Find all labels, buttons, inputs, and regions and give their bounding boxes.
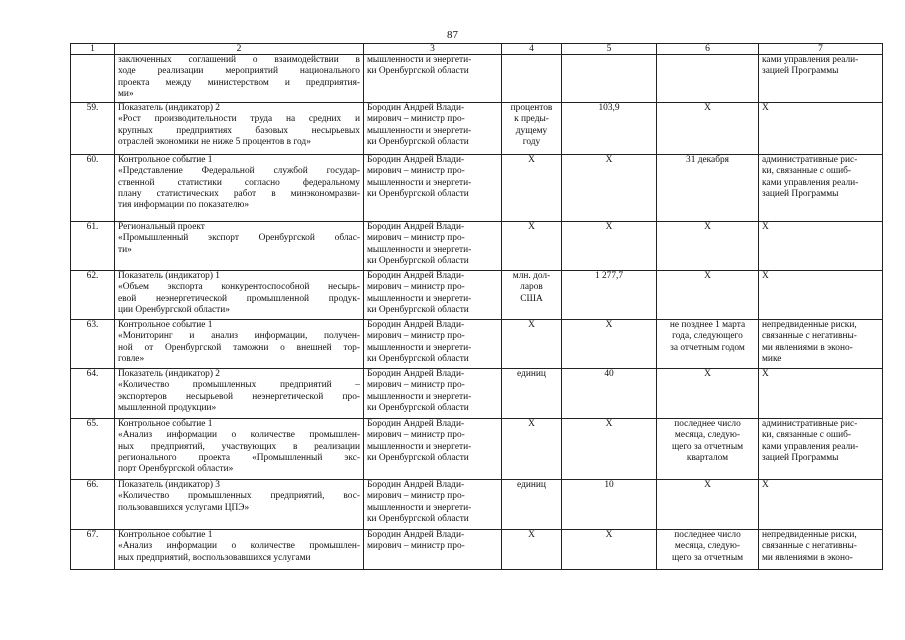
table-row [71,320,883,369]
cell-line: Контрольное событие 1 [118,419,213,429]
cell-line: мышленности и энергети- [367,391,472,402]
cell-line: 31 декабря [686,155,729,165]
cell-line: ки, связанные с ошиб- [762,430,852,441]
table-row [71,530,883,570]
value-cell: Х [562,320,657,369]
cell-line: Х [704,222,711,232]
cell-line: месяца, следую- [674,430,741,441]
cell-line: ками управления реали- [762,55,859,65]
risk-cell [759,419,883,480]
deadline-cell [657,320,759,369]
cell-line: регионального проекта «Промышленный экс- [118,452,360,463]
cell-line: ственной статистики согласно федеральному [118,177,360,188]
row-number-cell: 62. [71,271,115,320]
cell-line: евой неэнергетической промышленной продук- [118,293,360,304]
unit-cell [502,530,562,570]
responsible-cell [364,530,502,570]
indicator-cell [115,222,364,271]
value-cell: 103,9 [562,103,657,155]
page-number: 87 [447,29,458,41]
cell-line: месяца, следую- [674,541,741,552]
cell-line: ками управления реали- [762,441,859,452]
row-number-cell: 60. [71,155,115,222]
table-row [71,103,883,155]
table-row [71,369,883,419]
row-number-cell: 66. [71,480,115,530]
cell-line: ми» [118,88,134,99]
unit-cell [502,480,562,530]
cell-line: Бородин Андрей Влади- [367,480,465,490]
row-number-cell: 61. [71,222,115,271]
cell-line: мышленности и энергети- [367,244,472,255]
indicator-cell [115,419,364,480]
header-cell: 1 [71,44,115,55]
risk-cell [759,103,883,155]
cell-line: заключенных соглашений о взаимодействии в [118,55,360,65]
cell-line: Х [704,480,711,490]
row-number-cell: 63. [71,320,115,369]
cell-line: мирович – министр про- [367,282,465,293]
unit-cell [502,55,562,103]
cell-line: кварталом [686,452,729,463]
program-table [70,43,883,570]
cell-line: крупных предприятиях базовых несырьевых [118,125,360,136]
indicator-cell [115,103,364,155]
cell-line: ки Оренбургской области [367,188,469,199]
indicator-cell [115,155,364,222]
value-cell: 40 [562,369,657,419]
cell-line: ми явлениями в эконо- [762,342,853,353]
cell-line: мирович – министр про- [367,380,465,391]
cell-line: Х [704,369,711,379]
cell-line: Показатель (индикатор) 2 [118,103,220,113]
value-cell: Х [562,419,657,480]
cell-line: ки, связанные с ошиб- [762,166,852,177]
cell-line: «Представление Федеральной службой государ- [118,166,360,177]
cell-line: Х [528,419,535,429]
indicator-cell [115,530,364,570]
cell-line: Х [762,271,769,281]
table-row [71,155,883,222]
cell-line: Х [704,271,711,281]
indicator-cell [115,55,364,103]
row-number-cell: 65. [71,419,115,480]
responsible-cell [364,103,502,155]
cell-line: Региональный проект [118,222,205,232]
cell-line: «Объем экспорта конкурентоспособной несырь- [118,282,360,293]
cell-line: связанные с негативны- [762,331,857,342]
cell-line: непредвиденные риски, [762,320,857,330]
cell-line: США [520,293,543,304]
cell-line: «Количество промышленных предприятий, вос- [118,491,360,502]
cell-line: Показатель (индикатор) 1 [118,271,220,281]
cell-line: к преды- [514,114,549,125]
cell-line: Бородин Андрей Влади- [367,155,465,165]
cell-line: мышленности и энергети- [367,342,472,353]
cell-line: ки Оренбургской области [367,402,469,413]
cell-line: мышленности и энергети- [367,177,472,188]
cell-line: зацией Программы [762,452,839,463]
value-cell [562,55,657,103]
cell-line: ми явлениями в эконо- [762,552,853,563]
header-cell: 3 [364,44,502,55]
cell-line: Бородин Андрей Влади- [367,369,465,379]
cell-line: Х [528,222,535,232]
cell-line: Контрольное событие 1 [118,530,213,540]
responsible-cell [364,155,502,222]
cell-line: Х [762,369,769,379]
row-number-cell: 64. [71,369,115,419]
header-cell: 6 [657,44,759,55]
cell-line: мике [762,353,782,364]
header-cell: 4 [502,44,562,55]
cell-line: Бородин Андрей Влади- [367,320,465,330]
cell-line: мирович – министр про- [367,331,465,342]
cell-line: административные рис- [762,155,858,165]
cell-line: зацией Программы [762,188,839,199]
cell-line: ции Оренбургской области» [118,304,230,315]
cell-line: «Количество промышленных предприятий – [118,380,360,391]
cell-line: Х [528,530,535,540]
cell-line: отраслей экономики не ниже 5 процентов в год» [118,136,311,147]
cell-line: ходе реализации мероприятий национального [118,66,360,77]
cell-line: ки Оренбургской области [367,452,469,463]
cell-line: Бородин Андрей Влади- [367,271,465,281]
risk-cell [759,530,883,570]
responsible-cell [364,480,502,530]
cell-line: мышленности и энергети- [367,293,472,304]
cell-line: плану статистических работ в минэкономразви- [118,188,360,199]
cell-line: Х [762,480,769,490]
cell-line: Х [704,103,711,113]
deadline-cell [657,530,759,570]
cell-line: экспортеров несырьевой неэнергетической про- [118,391,360,402]
cell-line: говле» [118,353,145,364]
risk-cell [759,320,883,369]
responsible-cell [364,320,502,369]
indicator-cell [115,320,364,369]
cell-line: проекта между министерством и предприятия- [118,77,360,88]
cell-line: последнее число [674,530,741,540]
cell-line: Показатель (индикатор) 3 [118,480,220,490]
cell-line: порт Оренбургской области» [118,464,234,475]
value-cell: 10 [562,480,657,530]
cell-line: ларов [520,282,543,293]
cell-line: ки Оренбургской области [367,136,469,147]
indicator-cell [115,480,364,530]
cell-line: мирович – министр про- [367,541,465,552]
unit-cell [502,271,562,320]
cell-line: ки Оренбургской области [367,304,469,315]
value-cell: Х [562,222,657,271]
cell-line: Х [528,320,535,330]
risk-cell [759,369,883,419]
cell-line: Х [762,222,769,232]
table-row [71,55,883,103]
cell-line: года, следующего [672,331,743,342]
cell-line: ных предприятий, воспользовавшихся услугами [118,552,311,563]
risk-cell [759,480,883,530]
risk-cell [759,55,883,103]
table-row [71,419,883,480]
cell-line: «Мониторинг и анализ информации, получен- [118,331,360,342]
deadline-cell [657,369,759,419]
deadline-cell [657,103,759,155]
cell-line: Бородин Андрей Влади- [367,222,465,232]
responsible-cell [364,55,502,103]
cell-line: единиц [517,480,546,490]
cell-line: административные рис- [762,419,858,429]
value-cell: Х [562,530,657,570]
cell-line: «Рост производительности труда на средних и [118,114,360,125]
cell-line: непредвиденные риски, [762,530,857,540]
indicator-cell [115,271,364,320]
deadline-cell [657,222,759,271]
header-cell: 7 [759,44,883,55]
table-row [71,480,883,530]
cell-line: за отчетным годом [670,342,745,353]
unit-cell [502,222,562,271]
value-cell: Х [562,155,657,222]
cell-line: ной от Оренбургской таможни о внешней тор- [118,342,360,353]
row-number-cell [71,55,115,103]
responsible-cell [364,222,502,271]
cell-line: ти» [118,244,132,255]
deadline-cell [657,480,759,530]
cell-line: ки Оренбургской области [367,255,469,266]
cell-line: Показатель (индикатор) 2 [118,369,220,379]
header-cell: 2 [115,44,364,55]
responsible-cell [364,271,502,320]
indicator-cell [115,369,364,419]
cell-line: «Промышленный экспорт Оренбургской облас- [118,233,360,244]
cell-line: процентов [510,103,553,113]
cell-line: Контрольное событие 1 [118,320,213,330]
unit-cell [502,155,562,222]
deadline-cell [657,419,759,480]
cell-line: Х [528,155,535,165]
cell-line: мирович – министр про- [367,233,465,244]
unit-cell [502,103,562,155]
cell-line: ками управления реали- [762,177,859,188]
deadline-cell [657,155,759,222]
cell-line: млн. дол- [512,271,551,281]
cell-line: единиц [517,369,546,379]
cell-line: ки Оренбургской области [367,513,469,524]
unit-cell [502,419,562,480]
cell-line: последнее число [674,419,741,429]
cell-line: мышленности и энергети- [367,125,472,136]
cell-line: Бородин Андрей Влади- [367,419,465,429]
responsible-cell [364,369,502,419]
cell-line: связанные с негативны- [762,541,857,552]
risk-cell [759,155,883,222]
cell-line: пользовавшихся услугами ЦПЭ» [118,502,250,513]
responsible-cell [364,419,502,480]
cell-line: Х [762,103,769,113]
deadline-cell [657,271,759,320]
cell-line: мышленности и энергети- [367,502,472,513]
cell-line: мирович – министр про- [367,430,465,441]
cell-line: Бородин Андрей Влади- [367,530,465,540]
cell-line: мирович – министр про- [367,114,465,125]
cell-line: ки Оренбургской области [367,353,469,364]
row-number-cell: 59. [71,103,115,155]
unit-cell [502,320,562,369]
cell-line: Бородин Андрей Влади- [367,103,465,113]
cell-line: мышленной продукции» [118,402,217,413]
unit-cell [502,369,562,419]
cell-line: зацией Программы [762,66,839,77]
cell-line: дущему [515,125,548,136]
cell-line: щего за отчетным [671,552,744,563]
cell-line: «Анализ информации о количестве промышлен- [118,430,360,441]
header-cell: 5 [562,44,657,55]
value-cell: 1 277,7 [562,271,657,320]
cell-line: году [522,136,541,147]
cell-line: Контрольное событие 1 [118,155,213,165]
cell-line: тия информации по показателю» [118,200,250,211]
row-number-cell: 67. [71,530,115,570]
cell-line: «Анализ информации о количестве промышлен- [118,541,360,552]
column-number-header [71,44,883,55]
table-row [71,222,883,271]
deadline-cell [657,55,759,103]
cell-line: ных предприятий, участвующих в реализации [118,441,360,452]
cell-line: мирович – министр про- [367,491,465,502]
risk-cell [759,271,883,320]
cell-line: мирович – министр про- [367,166,465,177]
table-row [71,271,883,320]
cell-line: щего за отчетным [671,441,744,452]
risk-cell [759,222,883,271]
cell-line: не позднее 1 марта [669,320,746,330]
cell-line: мышленности и энергети- [367,441,472,452]
cell-line: ки Оренбургской области [367,66,469,77]
cell-line: мышленности и энергети- [367,55,472,65]
